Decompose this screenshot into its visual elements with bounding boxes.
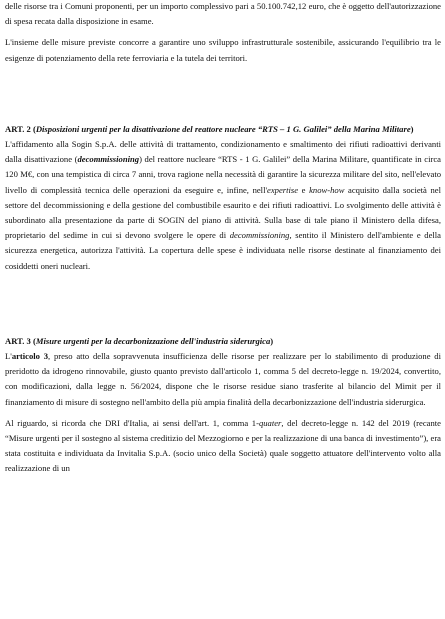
art3-heading: ART. 3 (Misure urgenti per la decarbonizzazione dell'industria siderurgica) <box>5 335 274 346</box>
art3-title: Misure urgenti per la decarbonizzazione dell'industria siderurgica <box>35 335 271 346</box>
intro-paragraph-2: L'insieme delle misure previste concorre a garantire uno sviluppo infrastrutturale sostenibile, assicurando l'equilibrio tra le esigenze di potenziamento della rete ferroviaria e la tutela dei territori. <box>5 37 441 63</box>
document-page <box>5 0 441 477</box>
art3-paragraph-2: Al riguardo, si ricorda che DRI d'Italia, ai sensi dell'art. 1, comma 1-quater, del decreto-legge n. 142 del 2019 (recante “Misure urgenti per il sostegno al sistema creditizio del Mezzogiorno e per la realizzazione di una banca di investimento”), era stata costituita e individuata da Invitalia S.p.A. (socio unico della Società) quale soggetto attuatore dell'intervento volto alla realizzazione di un <box>5 417 441 474</box>
art2-heading: ART. 2 (Disposizioni urgenti per la disattivazione del reattore nucleare “RTS – 1 G. Galilei” della Marina Militare) <box>5 123 414 134</box>
intro-paragraph-1: delle risorse tra i Comuni proponenti, per un importo complessivo pari a 50.100.742,12 euro, che è oggetto dell'autorizzazione di spesa recata dalla disposizione in esame. <box>5 1 441 27</box>
art2-body: L'affidamento alla Sogin S.p.A. delle attività di trattamento, condizionamento e smaltimento dei rifiuti radioattivi derivanti dalla disattivazione (decommissioning) del reattore nucleare “RTS - 1 G. Galilei” della Marina Militare, quantificate in circa 120 M€, con una tempistica di circa 7 anni, trova ragione nella necessità di garantire la sicurezza militare del sito, nell'elevato livello di complessità tecnica delle operazioni da eseguire e, infine, nell'expertise e know-how acquisito dalla società nel settore del decommissioning e della gestione del combustibile esaurito e dei rifiuti radioattivi. Lo svolgimento delle attività è subordinato alla presentazione da parte di SOGIN del piano di attività. Sulla base di tale piano il Ministero della difesa, proprietario del sedime in cui si devono svolgere le opere di decommissioning, sentito il Ministero dell'ambiente e della sicurezza energetica, autorizza l'attività. La copertura delle spese è individuata nelle risorse destinate al finanziamento dei cosiddetti oneri nucleari. <box>5 139 441 271</box>
art3-number: ART. 3 <box>5 335 31 346</box>
art3-paragraph-1: L'articolo 3, preso atto della sopravvenuta insufficienza delle risorse per realizzare per lo stabilimento di produzione di preridotto da idrogeno rinnovabile, giusto quanto previsto dall'articolo 1, comma 5 del decreto-legge n. 19/2024, convertito, con modificazioni, dalla legge n. 56/2024, dispone che le risorse residue siano trasferite al bilancio del Mimit per il finanziamento di misure di sostegno nell'ambito della più ampia finalità della decarbonizzazione dell'industria siderurgica. <box>5 351 441 407</box>
art2-title: Disposizioni urgenti per la disattivazione del reattore nucleare “RTS – 1 G. Galilei” della Marina Militare <box>35 123 411 134</box>
art2-number: ART. 2 <box>5 123 31 134</box>
